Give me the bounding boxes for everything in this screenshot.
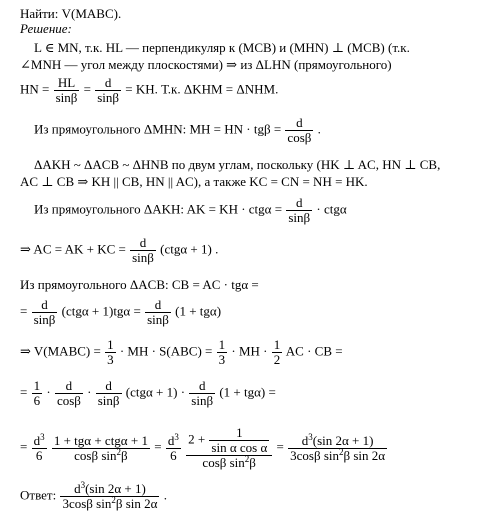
eq-ak: [34, 196, 347, 225]
frac-d-sinb: $\frac{d}{\sin\beta}$: [191, 378, 214, 408]
answer-label: Ответ:: [20, 487, 57, 503]
eq-final: [20, 426, 388, 470]
frac-sum-cosb: 1 + tgα + ctgα + 1 cosβ $\sin^2\beta$: [53, 432, 148, 463]
eq-ac-tail: (ctgα + 1) .: [160, 241, 219, 257]
eq-hn-lhs: HN =: [20, 81, 50, 97]
frac-d-sinb: $\frac{d}{\sin\beta}$: [147, 297, 169, 327]
frac-d-sinb: $\frac{d}{\sin\beta}$: [97, 378, 120, 408]
answer-dot: .: [163, 487, 167, 503]
para1-line1: L ∈ MN, т.к. HL — перпендикуляр к (MCB) и (MHN) ⊥ (MCB) (т.к.: [34, 40, 410, 55]
eq-ak-tail: · ctgα: [316, 201, 347, 217]
eq-mh-tail: .: [317, 121, 321, 137]
find-line: Найти: V(MABC).: [20, 6, 122, 21]
frac-d3-6: $\frac{d^3}{6}$: [167, 431, 179, 463]
para2-line2: AC ⊥ CB ⇒ KH || CB, HN || AC), а также KC = CN = NH = HK.: [20, 174, 368, 189]
eq-sign: =: [276, 438, 284, 454]
frac-d3-6: $\frac{d^3}{6}$: [33, 431, 45, 463]
dot: ·: [87, 384, 92, 400]
eq-hn: [20, 76, 278, 105]
eq-cb2-mid: (ctgα + 1)tgα =: [61, 303, 141, 319]
para1-line2: ∠MNH — угол между плоскостями) ⇒ из ΔLHN (прямоугольного): [20, 57, 392, 72]
eq-sign: =: [20, 303, 28, 319]
eq-v1: [20, 338, 343, 367]
eq-ac: [20, 236, 218, 265]
eq-mh-text: Из прямоугольного ΔMHN: MH = HN · tgβ =: [34, 121, 282, 137]
frac-result: $\frac{d^3(\sin 2\alpha + 1)}{3\cos\beta \sin^2\beta \sin 2\alpha}$: [290, 431, 386, 463]
eq-hn-tail: = KH. Т.к. ΔKHM = ΔNHM.: [125, 81, 279, 97]
eq-sign: =: [20, 384, 28, 400]
solution-heading: Решение:: [20, 21, 72, 36]
frac-answer: $\frac{d^3(\sin 2\alpha + 1)}{3\cos\beta \sin^2\beta \sin 2\alpha}$: [62, 480, 158, 511]
eq-ac-lhs: ⇒ AC = AK + KC =: [20, 241, 126, 257]
eq-v2-tail: (1 + tgα) =: [219, 384, 276, 400]
eq-v2: [20, 379, 276, 408]
frac-hl-sinb: $\frac{HL}{\sin\beta}$: [55, 75, 78, 105]
frac-1-3: $\frac{1}{3}$: [107, 337, 114, 367]
frac-1-sinacos: $\frac{1}{\text{sin α cos α}}$: [211, 425, 268, 455]
eq-sign: =: [20, 438, 28, 454]
eq-cb2: [20, 298, 221, 327]
frac-d-sinb: $\frac{d}{\sin\beta}$: [132, 235, 154, 265]
eq-cb1: Из прямоугольного ΔACB: CB = AC · tgα =: [20, 277, 259, 292]
frac-d-cosb: $\frac{d}{\cos\beta}$: [56, 378, 81, 408]
eq-v1-tail: AC · CB =: [285, 343, 343, 359]
eq-cb2-tail: (1 + tgα): [175, 303, 222, 319]
eq-ak-text: Из прямоугольного ΔAKH: AK = KH · ctgα =: [34, 201, 283, 217]
frac-d-sinb: $\frac{d}{\sin\beta}$: [288, 195, 311, 225]
frac-d-sinb: $\frac{d}{\sin\beta}$: [33, 297, 56, 327]
frac-1-3: $\frac{1}{3}$: [218, 337, 226, 367]
eq-v1-mid2: · MH ·: [231, 343, 268, 359]
eq-v2-mid: (ctgα + 1) ·: [125, 384, 186, 400]
frac-1-6: $\frac{1}{6}$: [33, 378, 41, 408]
eq-v1-lhs: ⇒ V(MABC) =: [20, 343, 101, 359]
answer: [20, 482, 167, 511]
frac-d-cosb: $\frac{d}{\cos\beta}$: [287, 115, 312, 145]
eq-mh: [34, 116, 321, 145]
para2-line1: ΔAKH ~ ΔACB ~ ΔHNB по двум углам, поскольку (HK ⊥ AC, HN ⊥ CB,: [34, 157, 441, 172]
frac-1-2: $\frac{1}{2}$: [273, 337, 281, 367]
dot: ·: [46, 384, 51, 400]
frac-d-sinb: $\frac{d}{\sin\beta}$: [97, 75, 120, 105]
eq-sign: =: [83, 81, 91, 97]
eq-sign: =: [154, 438, 162, 454]
frac-nested: 2 + $\frac{1}{\text{sin α cos α}}$ cosβ $\sin^2\beta$: [186, 426, 272, 470]
eq-v1-mid1: · MH · S(ABC) =: [119, 343, 213, 359]
